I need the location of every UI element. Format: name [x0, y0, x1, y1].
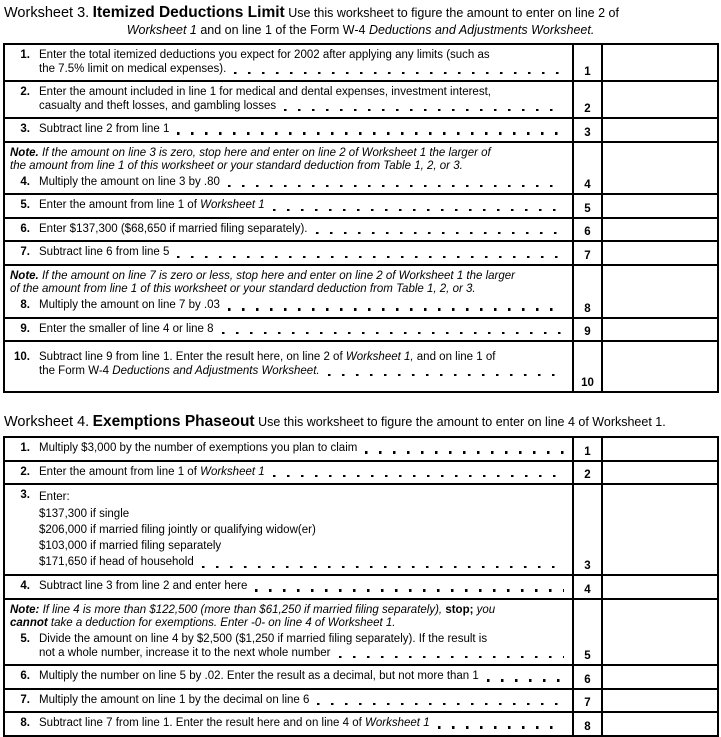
note-text [10, 604, 566, 630]
text-segment: stop; [445, 603, 474, 616]
line-text-cell [5, 143, 572, 194]
text-segment: Multiply the amount on line 3 by .80 [39, 175, 220, 188]
item-text-line [39, 176, 566, 190]
item-number: 5. [20, 199, 30, 212]
line-number-cell: 5 [572, 600, 603, 664]
line-number-cell: 8 [572, 713, 603, 735]
item-text-line [39, 522, 566, 538]
worksheet3-label: Worksheet 3. [4, 5, 90, 21]
line-text-cell [5, 119, 572, 141]
item-number: 5. [20, 633, 30, 646]
item-text-line [39, 506, 566, 522]
item-text-line [39, 554, 566, 570]
dot-leaders [487, 679, 564, 681]
line-number-cell: 1 [572, 45, 603, 80]
worksheet-row [5, 711, 717, 735]
item-text-line [39, 199, 566, 213]
item-text-line [39, 63, 566, 77]
text-segment: Worksheet 1 [365, 717, 430, 730]
dot-leaders [255, 589, 564, 591]
item-text-line [39, 49, 566, 63]
dot-leaders [228, 308, 564, 310]
text-segment: Enter $137,300 ($68,650 if married filing separately). [39, 222, 308, 235]
line-number-cell: 10 [572, 342, 603, 391]
text-segment: $137,300 if single [39, 507, 130, 520]
line-number-cell: 5 [572, 195, 603, 217]
line-text-cell [5, 45, 572, 80]
dot-leaders [177, 132, 564, 134]
dot-leaders [339, 656, 564, 658]
text-segment: Enter the amount from line 1 of [39, 465, 201, 478]
worksheet4-title: Exemptions Phaseout [92, 413, 255, 431]
line-text-cell [5, 576, 572, 598]
item-number: 3. [20, 123, 30, 135]
dot-leaders [177, 256, 564, 258]
dot-leaders [228, 185, 564, 187]
item-text-line [39, 717, 566, 731]
text-segment: Worksheet 1, [345, 351, 414, 364]
worksheet-row [5, 574, 717, 598]
worksheet3-title: Itemized Deductions Limit [92, 4, 285, 21]
amount-entry-cell[interactable] [603, 485, 717, 574]
worksheet-row [5, 45, 717, 80]
note-line [10, 147, 566, 160]
text-segment: you [473, 603, 496, 616]
item-text-line [39, 647, 566, 661]
item-number: 8. [20, 299, 30, 312]
note-line [10, 160, 566, 173]
text-segment: and on line 1 of [413, 351, 496, 364]
line-text-cell [5, 266, 572, 317]
worksheet-row [5, 80, 717, 117]
amount-entry-cell[interactable] [603, 82, 717, 117]
item-number: 9. [20, 322, 30, 335]
item-number: 6. [20, 670, 30, 683]
line-text-cell [5, 713, 572, 735]
line-text-cell [5, 438, 572, 460]
amount-entry-cell[interactable] [603, 195, 717, 217]
text-segment: the amount from line 1 of this worksheet or your standard deduction from Table 1, 2, or 3. [10, 159, 463, 172]
text-segment: Subtract line 7 from line 1. Enter the result here and on line 4 of [39, 717, 366, 730]
item-text-line [39, 489, 566, 505]
amount-entry-cell[interactable] [603, 576, 717, 598]
line-text-cell [5, 342, 572, 391]
text-segment: Enter the smaller of line 4 or line 8 [39, 322, 214, 335]
dot-leaders [222, 332, 564, 334]
dot-leaders [365, 451, 564, 453]
text-segment: of the amount from line 1 of this worksheet or your standard deduction from Table 1, 2, or 3. [10, 283, 476, 296]
line-text-cell [5, 195, 572, 217]
worksheet-row [5, 438, 717, 460]
worksheet3-table [3, 43, 719, 393]
text-segment: the Form W-4 [39, 364, 113, 377]
text-segment: casualty and theft losses, and gambling losses [39, 99, 277, 112]
item-number: 1. [20, 442, 30, 455]
worksheet-row [5, 264, 717, 317]
dot-leaders [317, 703, 564, 705]
amount-entry-cell[interactable] [603, 713, 717, 735]
line-text-cell [5, 690, 572, 712]
worksheet4-label: Worksheet 4. [4, 414, 90, 431]
item-text-line [39, 223, 566, 237]
worksheet-row [5, 460, 717, 484]
text-segment: Multiply the number on line 5 by .02. Enter the result as a decimal, but not more than 1 [39, 670, 479, 683]
worksheet4-description: Use this worksheet to figure the amount to enter on line 4 of Worksheet 1. [258, 415, 666, 430]
text-segment: Enter: [39, 491, 70, 504]
item-number: 2. [20, 465, 30, 478]
worksheet-row [5, 688, 717, 712]
text-segment: Enter the amount from line 1 of [39, 199, 201, 212]
text-segment: Multiply the amount on line 1 by the decimal on line 6 [39, 693, 310, 706]
item-text-line [39, 351, 566, 365]
text-segment: not a whole number, increase it to the next whole number [39, 646, 331, 659]
worksheet-row [5, 483, 717, 574]
text-segment: Note: [10, 603, 40, 616]
note-text [10, 270, 566, 296]
item-text-line [39, 86, 566, 100]
item-number: 6. [20, 222, 30, 235]
amount-entry-cell[interactable] [603, 266, 717, 317]
amount-entry-cell[interactable] [603, 342, 717, 391]
line-text-cell [5, 666, 572, 688]
line-number-cell: 7 [572, 690, 603, 712]
worksheet4-table [3, 436, 719, 736]
item-text-line [39, 100, 566, 114]
text-segment: $206,000 if married filing jointly or qualifying widow(er) [39, 523, 316, 536]
dot-leaders [438, 726, 564, 728]
text-segment: If line 4 is more than $122,500 (more than $61,250 if married filing separately), [39, 603, 446, 616]
text-segment: take a deduction for exemptions. Enter -0- on line 4 of Worksheet 1. [47, 617, 396, 630]
note-text [10, 147, 566, 173]
item-number: 7. [20, 693, 30, 706]
text-segment: Multiply the amount on line 7 by .03 [39, 299, 220, 312]
amount-entry-cell[interactable] [603, 690, 717, 712]
line-number-cell: 2 [572, 82, 603, 117]
item-number: 4. [20, 580, 30, 593]
item-text-line [39, 694, 566, 708]
item-number: 2. [20, 86, 30, 98]
dot-leaders [234, 72, 564, 74]
worksheet-row [5, 117, 717, 141]
text-segment: If the amount on line 3 is zero, stop here and enter on line 2 of Worksheet 1 the larger of [38, 146, 491, 159]
item-number: 1. [20, 49, 30, 61]
dot-leaders [273, 475, 564, 477]
text-segment: If the amount on line 7 is zero or less, stop here and enter on line 2 of Worksheet 1 the larger [38, 269, 515, 282]
amount-entry-cell[interactable] [603, 143, 717, 194]
item-text-line [39, 580, 566, 594]
line-number-cell: 3 [572, 119, 603, 141]
item-text-line [39, 246, 566, 260]
worksheet-row [5, 193, 717, 217]
worksheet3-header [4, 5, 719, 21]
dot-leaders [202, 566, 564, 568]
dot-leaders [273, 209, 564, 211]
item-text-line [39, 365, 566, 379]
note-line [10, 270, 566, 283]
line-number-cell: 6 [572, 666, 603, 688]
worksheet-row [5, 664, 717, 688]
item-text-line [39, 323, 566, 337]
line-number-cell: 7 [572, 242, 603, 264]
item-number: 10. [14, 351, 30, 364]
line-number-cell: 3 [572, 485, 603, 574]
text-segment: the 7.5% limit on medical expenses). [39, 62, 227, 75]
text-segment: Worksheet 1 [200, 465, 265, 478]
text-segment: and on line 1 of the Form W-4 [196, 23, 369, 37]
note-line [10, 283, 566, 296]
item-number: 4. [20, 175, 30, 188]
worksheet-row [5, 598, 717, 664]
line-number-cell: 4 [572, 576, 603, 598]
item-number: 8. [20, 717, 30, 730]
text-segment: Deductions and Adjustments Worksheet. [112, 364, 320, 377]
item-text-line [39, 670, 566, 684]
line-text-cell [5, 82, 572, 117]
amount-entry-cell[interactable] [603, 242, 717, 264]
worksheet-row [5, 141, 717, 194]
text-segment: Enter the amount included in line 1 for medical and dental expenses, investment interest, [39, 86, 491, 98]
line-number-cell: 1 [572, 438, 603, 460]
worksheet3-description-line2 [0, 23, 721, 38]
item-number: 3. [20, 489, 30, 502]
worksheet3-description: Use this worksheet to figure the amount to enter on line 2 of [288, 6, 619, 20]
line-text-cell [5, 462, 572, 484]
text-segment: $171,650 if head of household [39, 556, 194, 569]
text-segment: Note. [10, 146, 39, 159]
line-number-cell: 2 [572, 462, 603, 484]
item-number: 7. [20, 246, 30, 259]
text-segment: cannot [10, 617, 48, 630]
dot-leaders [316, 232, 565, 234]
line-text-cell [5, 319, 572, 341]
line-text-cell [5, 485, 572, 574]
text-segment: Worksheet 1 [126, 23, 197, 37]
text-segment: Subtract line 6 from line 5 [39, 246, 170, 259]
item-text-line [39, 633, 566, 647]
item-text-line [39, 299, 566, 313]
line-text-cell [5, 219, 572, 241]
document-page [0, 4, 721, 733]
item-text-line [39, 538, 566, 554]
text-segment: Note. [10, 269, 39, 282]
amount-entry-cell[interactable] [603, 119, 717, 141]
note-line [10, 604, 566, 617]
worksheet-row [5, 240, 717, 264]
worksheet-row [5, 340, 717, 391]
amount-entry-cell[interactable] [603, 462, 717, 484]
amount-entry-cell[interactable] [603, 600, 717, 664]
worksheet4-header [4, 414, 719, 430]
dot-leaders [328, 374, 564, 376]
amount-entry-cell[interactable] [603, 438, 717, 460]
line-text-cell [5, 242, 572, 264]
item-text-line [39, 123, 566, 137]
line-text-cell [5, 600, 572, 664]
line-number-cell: 6 [572, 219, 603, 241]
item-text-line [39, 442, 566, 456]
line-number-cell: 8 [572, 266, 603, 317]
amount-entry-cell[interactable] [603, 666, 717, 688]
worksheet-row [5, 217, 717, 241]
text-segment: $103,000 if married filing separately [39, 539, 222, 552]
amount-entry-cell[interactable] [603, 45, 717, 80]
text-segment: Multiply $3,000 by the number of exemptions you plan to claim [39, 442, 358, 455]
text-segment: Subtract line 9 from line 1. Enter the result here, on line 2 of [39, 351, 346, 364]
amount-entry-cell[interactable] [603, 219, 717, 241]
text-segment: Worksheet 1 [200, 199, 265, 212]
line-number-cell: 9 [572, 319, 603, 341]
text-segment: Subtract line 2 from line 1 [39, 123, 170, 135]
item-text-line [39, 466, 566, 480]
text-segment: Deductions and Adjustments Worksheet. [368, 23, 595, 37]
dot-leaders [284, 109, 564, 111]
text-segment: Divide the amount on line 4 by $2,500 ($1,250 if married filing separately). If the result is [39, 633, 488, 646]
note-line [10, 617, 566, 630]
line-number-cell: 4 [572, 143, 603, 194]
amount-entry-cell[interactable] [603, 319, 717, 341]
text-segment: Enter the total itemized deductions you expect for 2002 after applying any limits (such as [39, 49, 490, 61]
worksheet-row [5, 317, 717, 341]
text-segment: Subtract line 3 from line 2 and enter here [39, 580, 248, 593]
